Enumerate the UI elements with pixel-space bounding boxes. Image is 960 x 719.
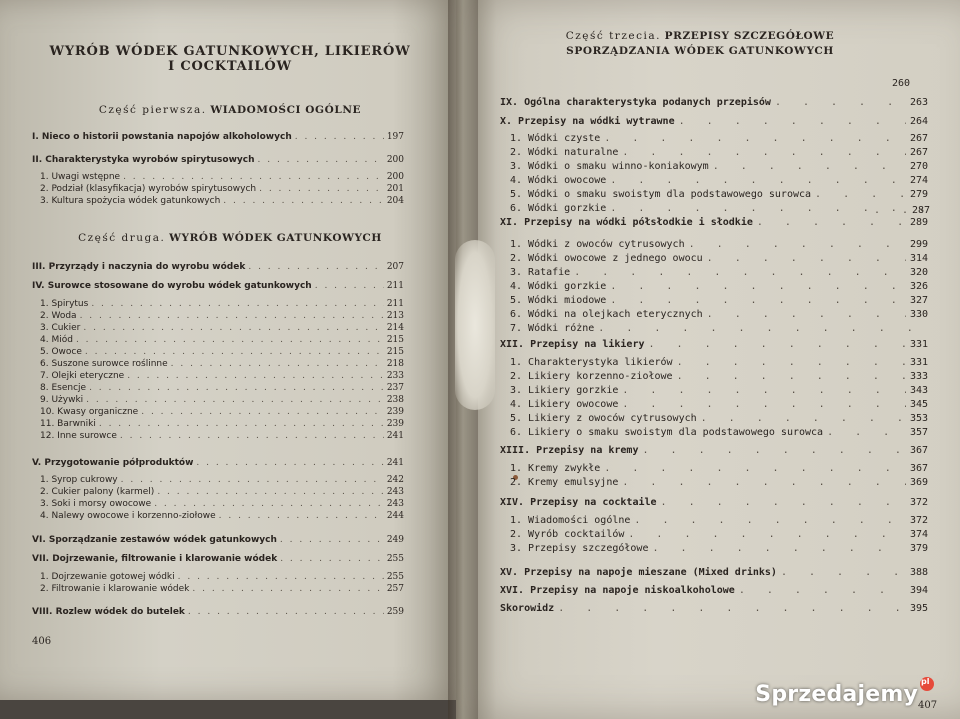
toc-leader-dots bbox=[121, 474, 384, 486]
toc-leader-dots bbox=[610, 174, 906, 187]
toc-entry-page: 239 bbox=[386, 419, 404, 429]
toc-entry-page: 357 bbox=[909, 427, 928, 438]
toc-entry-label: 5. Wódki miodowe bbox=[510, 295, 607, 306]
toc-entry-page: 200 bbox=[386, 172, 404, 182]
left-page-number: 406 bbox=[32, 636, 52, 647]
toc-leader-dots bbox=[141, 406, 384, 418]
toc-entry-label: 5. Wódki o smaku swoistym dla podstawowego surowca bbox=[510, 189, 812, 200]
watermark-badge bbox=[920, 677, 934, 691]
left-toc-entry bbox=[40, 334, 404, 346]
toc-entry-label: 3. Kultura spożycia wódek gatunkowych bbox=[40, 196, 221, 206]
toc-entry-page: 243 bbox=[386, 499, 404, 509]
right-toc-entry bbox=[500, 566, 928, 579]
toc-leader-dots bbox=[219, 510, 384, 522]
left-toc-entry bbox=[32, 280, 404, 292]
toc-entry-label: 1. Wódki czyste bbox=[510, 133, 601, 144]
toc-entry-label: 5. Owoce bbox=[40, 347, 82, 357]
toc-entry-page: 213 bbox=[386, 311, 404, 321]
left-toc-entry bbox=[40, 382, 404, 394]
right-toc-entry bbox=[510, 308, 928, 321]
toc-entry-page: 267 bbox=[909, 147, 928, 158]
left-toc-entry bbox=[32, 154, 404, 166]
left-toc-entry bbox=[40, 183, 404, 195]
left-toc-entry bbox=[40, 310, 404, 322]
toc-entry-label: 4. Wódki gorzkie bbox=[510, 281, 607, 292]
left-toc-entry bbox=[40, 322, 404, 334]
toc-entry-label: 2. Filtrowanie i klarowanie wódek bbox=[40, 584, 190, 594]
toc-leader-dots bbox=[622, 476, 906, 489]
toc-entry-page: 237 bbox=[386, 383, 404, 393]
toc-entry-label: 1. Syrop cukrowy bbox=[40, 475, 118, 485]
toc-entry-label: Skorowidz bbox=[500, 603, 555, 614]
toc-leader-dots bbox=[827, 426, 906, 439]
toc-entry-label: 4. Wódki owocowe bbox=[510, 175, 607, 186]
left-toc-entry bbox=[40, 346, 404, 358]
toc-entry-label: 1. Spirytus bbox=[40, 299, 89, 309]
right-toc-entry bbox=[500, 584, 928, 597]
toc-leader-dots bbox=[89, 382, 384, 394]
toc-entry-label: VIII. Rozlew wódek do butelek bbox=[32, 607, 185, 617]
toc-entry-label: 1. Wódki z owoców cytrusowych bbox=[510, 239, 685, 250]
left-toc-entry bbox=[40, 406, 404, 418]
toc-entry-label: VI. Sporządzanie zestawów wódek gatunkowych bbox=[32, 535, 277, 545]
toc-leader-dots bbox=[713, 160, 906, 173]
toc-entry-page: 238 bbox=[386, 395, 404, 405]
toc-leader-dots bbox=[598, 322, 924, 335]
watermark-logo: Sprzedajemy bbox=[755, 682, 918, 707]
left-toc-entry bbox=[40, 394, 404, 406]
toc-entry-label: 2. Kremy emulsyjne bbox=[510, 477, 619, 488]
toc-leader-dots bbox=[701, 412, 906, 425]
toc-entry-label: 2. Likiery korzenno-ziołowe bbox=[510, 371, 673, 382]
toc-entry-page: 388 bbox=[909, 567, 928, 578]
toc-entry-label: 6. Wódki na olejkach eterycznych bbox=[510, 309, 703, 320]
toc-leader-dots bbox=[86, 394, 384, 406]
toc-leader-dots bbox=[642, 444, 905, 457]
toc-leader-dots bbox=[689, 238, 906, 251]
right-toc-entry bbox=[510, 146, 928, 159]
toc-entry-label: V. Przygotowanie półproduktów bbox=[32, 458, 194, 468]
toc-leader-dots bbox=[661, 496, 906, 509]
right-toc-entry bbox=[510, 322, 928, 335]
toc-entry-page: 333 bbox=[909, 371, 928, 382]
toc-leader-dots bbox=[315, 280, 384, 292]
toc-leader-dots bbox=[574, 266, 906, 279]
book-title bbox=[40, 44, 420, 74]
toc-entry-label: 1. Charakterystyka likierów bbox=[510, 357, 673, 368]
toc-leader-dots bbox=[649, 338, 906, 351]
toc-entry-page: 211 bbox=[386, 281, 404, 291]
toc-entry-page: 207 bbox=[386, 262, 404, 272]
part1-title: WIADOMOŚCI OGÓLNE bbox=[210, 104, 362, 116]
toc-leader-dots bbox=[775, 96, 906, 109]
toc-entry-label: XII. Przepisy na likiery bbox=[500, 339, 645, 350]
toc-leader-dots bbox=[622, 398, 906, 411]
toc-entry-label: 3. Cukier bbox=[40, 323, 81, 333]
toc-entry-page: 267 bbox=[909, 133, 928, 144]
toc-entry-label: 4. Nalewy owocowe i korzenno-ziołowe bbox=[40, 511, 216, 521]
left-toc-entry bbox=[32, 534, 404, 546]
right-toc-entry bbox=[510, 160, 928, 173]
toc-leader-dots bbox=[622, 384, 906, 397]
toc-entry-label: 2. Wyrób cocktailów bbox=[510, 529, 625, 540]
toc-leader-dots bbox=[677, 356, 906, 369]
book-title-line2: I COCKTAILÓW bbox=[168, 59, 292, 74]
toc-entry-label: VII. Dojrzewanie, filtrowanie i klarowanie wódek bbox=[32, 554, 278, 564]
toc-leader-dots bbox=[171, 358, 384, 370]
toc-entry-page: 331 bbox=[909, 357, 928, 368]
toc-entry-page: 320 bbox=[909, 267, 928, 278]
left-toc-entry bbox=[40, 571, 404, 583]
toc-entry-page: 374 bbox=[909, 529, 928, 540]
toc-entry-page: 345 bbox=[909, 399, 928, 410]
toc-leader-dots bbox=[604, 462, 906, 475]
toc-entry-page: 204 bbox=[386, 196, 404, 206]
left-toc-entry bbox=[32, 553, 404, 565]
toc-leader-dots bbox=[677, 370, 906, 383]
toc-entry-label: 1. Dojrzewanie gotowej wódki bbox=[40, 572, 175, 582]
toc-entry-page: 255 bbox=[386, 572, 404, 582]
toc-leader-dots bbox=[679, 115, 906, 128]
toc-entry-page: 239 bbox=[386, 407, 404, 417]
part1-lead: Część pierwsza. bbox=[98, 104, 207, 116]
toc-entry-page: 330 bbox=[909, 309, 928, 320]
right-toc-entry bbox=[510, 280, 928, 293]
toc-leader-dots bbox=[188, 606, 384, 618]
toc-entry-page: 244 bbox=[386, 511, 404, 521]
toc-entry-page: 257 bbox=[386, 584, 404, 594]
toc-entry-label: XIV. Przepisy na cocktaile bbox=[500, 497, 657, 508]
left-toc-entry bbox=[40, 370, 404, 382]
toc-entry-label: 2. Wódki owocowe z jednego owocu bbox=[510, 253, 703, 264]
right-toc-entry bbox=[510, 188, 928, 201]
toc-entry-label: XI. Przepisy na wódki półsłodkie i słodkie bbox=[500, 217, 753, 228]
left-toc-entry bbox=[40, 171, 404, 183]
toc-leader-dots bbox=[196, 457, 383, 469]
left-toc-entry bbox=[40, 358, 404, 370]
right-toc-entry bbox=[510, 476, 928, 489]
right-toc-entry bbox=[510, 202, 928, 215]
part3-lead: Część trzecia. bbox=[565, 30, 661, 42]
toc-leader-dots bbox=[739, 584, 906, 597]
left-toc-entry bbox=[32, 261, 404, 273]
toc-leader-dots bbox=[757, 216, 906, 229]
toc-leader-dots bbox=[610, 280, 906, 293]
toc-entry-page: 367 bbox=[909, 445, 928, 456]
toc-entry-page: 211 bbox=[386, 299, 404, 309]
toc-leader-dots bbox=[280, 534, 384, 546]
toc-leader-dots bbox=[178, 571, 384, 583]
toc-entry-page: 249 bbox=[386, 535, 404, 545]
book-title-line1: WYRÓB WÓDEK GATUNKOWYCH, LIKIERÓW bbox=[49, 44, 411, 59]
right-toc-entry bbox=[510, 412, 928, 425]
part2-heading bbox=[40, 232, 420, 244]
left-toc-entry bbox=[32, 457, 404, 469]
toc-entry-label: IX. Ogólna charakterystyka podanych przepisów bbox=[500, 97, 771, 108]
toc-leader-dots bbox=[154, 498, 384, 510]
toc-entry-label: 3. Soki i morsy owocowe bbox=[40, 499, 152, 509]
right-toc-entry bbox=[510, 266, 928, 279]
toc-leader-dots bbox=[604, 132, 906, 145]
part3-heading bbox=[560, 30, 840, 42]
toc-leader-dots bbox=[127, 370, 384, 382]
toc-leader-dots bbox=[258, 154, 384, 166]
toc-entry-label: 2. Wódki naturalne bbox=[510, 147, 619, 158]
toc-entry-label: III. Przyrządy i naczynia do wyrobu wódek bbox=[32, 262, 246, 272]
toc-entry-page: 255 bbox=[386, 554, 404, 564]
toc-entry-label: IV. Surowce stosowane do wyrobu wódek gatunkowych bbox=[32, 281, 312, 291]
right-page-number: 407 bbox=[918, 700, 938, 711]
left-toc-entry bbox=[32, 131, 404, 143]
toc-entry-label: 4. Likiery owocowe bbox=[510, 399, 619, 410]
toc-entry-label: 9. Używki bbox=[40, 395, 84, 405]
toc-entry-label: 3. Ratafie bbox=[510, 267, 571, 278]
toc-entry-page: 372 bbox=[909, 497, 928, 508]
toc-entry-label: 5. Likiery z owoców cytrusowych bbox=[510, 413, 697, 424]
toc-entry-page: 314 bbox=[909, 253, 928, 264]
right-top-page: 260 bbox=[892, 78, 911, 89]
left-toc-entry bbox=[40, 298, 404, 310]
toc-entry-page: 241 bbox=[386, 458, 404, 468]
toc-entry-page: 279 bbox=[909, 189, 928, 200]
right-toc-entry bbox=[500, 96, 928, 109]
part3-title-1: PRZEPISY SZCZEGÓŁOWE bbox=[664, 30, 835, 42]
left-toc-entry bbox=[40, 510, 404, 522]
right-toc-entry bbox=[510, 174, 928, 187]
toc-entry-page: 264 bbox=[909, 116, 928, 127]
right-toc-entry bbox=[510, 384, 928, 397]
toc-entry-label: I. Nieco o historii powstania napojów alkoholowych bbox=[32, 132, 292, 142]
toc-entry-page: 197 bbox=[386, 132, 404, 142]
right-toc-entry bbox=[510, 356, 928, 369]
right-toc-entry bbox=[510, 238, 928, 251]
right-toc-entry bbox=[500, 444, 928, 457]
toc-entry-label: 1. Kremy zwykłe bbox=[510, 463, 601, 474]
toc-leader-dots bbox=[83, 322, 383, 334]
toc-entry-page: 353 bbox=[909, 413, 928, 424]
toc-leader-dots bbox=[558, 602, 906, 615]
toc-entry-label: 2. Woda bbox=[40, 311, 77, 321]
toc-leader-dots bbox=[248, 261, 383, 273]
toc-entry-label: 6. Likiery o smaku swoistym dla podstawowego surowca bbox=[510, 427, 824, 438]
toc-leader-dots bbox=[99, 418, 384, 430]
toc-leader-dots bbox=[610, 294, 906, 307]
paper-stain bbox=[455, 240, 495, 410]
toc-leader-dots bbox=[707, 308, 906, 321]
toc-leader-dots bbox=[634, 514, 906, 527]
toc-leader-dots bbox=[280, 553, 384, 565]
toc-entry-page: 259 bbox=[386, 607, 404, 617]
left-toc-entry bbox=[32, 606, 404, 618]
toc-entry-page: 287 bbox=[911, 205, 930, 216]
toc-entry-label: II. Charakterystyka wyrobów spirytusowych bbox=[32, 155, 255, 165]
toc-entry-page: 242 bbox=[386, 475, 404, 485]
toc-entry-label: 2. Podział (klasyfikacja) wyrobów spirytusowych bbox=[40, 184, 257, 194]
toc-leader-dots bbox=[85, 346, 384, 358]
right-toc-entry bbox=[510, 294, 928, 307]
toc-leader-dots bbox=[652, 542, 905, 555]
right-toc-entry bbox=[510, 462, 928, 475]
toc-entry-page: 200 bbox=[386, 155, 404, 165]
toc-entry-label: 3. Wódki o smaku winno-koniakowym bbox=[510, 161, 709, 172]
right-toc-entry bbox=[500, 338, 928, 351]
toc-leader-dots bbox=[815, 188, 906, 201]
toc-leader-dots bbox=[223, 195, 384, 207]
toc-entry-page: 326 bbox=[909, 281, 928, 292]
right-toc-entry bbox=[500, 115, 928, 128]
toc-entry-page: 369 bbox=[909, 477, 928, 488]
left-toc-entry bbox=[40, 498, 404, 510]
right-toc-entry bbox=[510, 514, 928, 527]
toc-entry-page: 379 bbox=[909, 543, 928, 554]
toc-entry-page: 343 bbox=[909, 385, 928, 396]
right-toc-entry bbox=[510, 528, 928, 541]
toc-entry-label: 7. Olejki eteryczne bbox=[40, 371, 125, 381]
toc-entry-page: 241 bbox=[386, 431, 404, 441]
toc-entry-page: 263 bbox=[909, 97, 928, 108]
toc-leader-dots bbox=[622, 146, 906, 159]
toc-entry-page: 214 bbox=[386, 323, 404, 333]
right-toc-entry bbox=[510, 398, 928, 411]
toc-entry-page: 299 bbox=[909, 239, 928, 250]
part2-lead: Część druga. bbox=[78, 232, 166, 244]
part2-title: WYRÓB WÓDEK GATUNKOWYCH bbox=[169, 232, 382, 244]
toc-leader-dots bbox=[707, 252, 906, 265]
part3-title-2: SPORZĄDZANIA WÓDEK GATUNKOWYCH bbox=[566, 45, 834, 57]
part1-heading bbox=[40, 104, 420, 116]
toc-entry-page: 331 bbox=[909, 339, 928, 350]
toc-entry-label: 7. Wódki różne bbox=[510, 323, 595, 334]
left-toc-entry bbox=[40, 195, 404, 207]
toc-entry-label: X. Przepisy na wódki wytrawne bbox=[500, 116, 675, 127]
toc-entry-page: 289 bbox=[909, 217, 928, 228]
toc-leader-dots bbox=[157, 486, 384, 498]
toc-leader-dots bbox=[259, 183, 384, 195]
toc-entry-label: 11. Barwniki bbox=[40, 419, 96, 429]
toc-entry-label: 12. Inne surowce bbox=[40, 431, 117, 441]
toc-leader-dots bbox=[628, 528, 906, 541]
toc-leader-dots bbox=[123, 171, 384, 183]
toc-entry-page: 367 bbox=[909, 463, 928, 474]
toc-entry-label: 3. Likiery gorzkie bbox=[510, 385, 619, 396]
toc-entry-label: 1. Uwagi wstępne bbox=[40, 172, 121, 182]
right-toc-entry bbox=[510, 426, 928, 439]
toc-entry-label: XV. Przepisy na napoje mieszane (Mixed drinks) bbox=[500, 567, 777, 578]
toc-entry-label: XVI. Przepisy na napoje niskoalkoholowe bbox=[500, 585, 735, 596]
toc-entry-page: 274 bbox=[909, 175, 928, 186]
toc-entry-page: 372 bbox=[909, 515, 928, 526]
toc-leader-dots bbox=[120, 430, 384, 442]
toc-leader-dots bbox=[295, 131, 384, 143]
toc-entry-page: 201 bbox=[386, 184, 404, 194]
toc-entry-label: 4. Miód bbox=[40, 335, 73, 345]
toc-leader-dots bbox=[91, 298, 383, 310]
toc-entry-page: 327 bbox=[909, 295, 928, 306]
right-toc-entry bbox=[510, 370, 928, 383]
toc-entry-label: XIII. Przepisy na kremy bbox=[500, 445, 639, 456]
toc-entry-page: 233 bbox=[386, 371, 404, 381]
right-toc-entry bbox=[500, 602, 928, 615]
toc-entry-label: 6. Wódki gorzkie bbox=[510, 203, 607, 214]
toc-entry-page: 270 bbox=[909, 161, 928, 172]
toc-leader-dots bbox=[781, 566, 906, 579]
toc-entry-page: 218 bbox=[386, 359, 404, 369]
right-toc-entry bbox=[510, 542, 928, 555]
toc-entry-label: 2. Cukier palony (karmel) bbox=[40, 487, 155, 497]
toc-entry-page: 215 bbox=[386, 347, 404, 357]
toc-leader-dots bbox=[80, 310, 384, 322]
right-toc-entry bbox=[510, 252, 928, 265]
right-toc-entry bbox=[500, 216, 928, 229]
left-toc-entry bbox=[40, 474, 404, 486]
left-toc-entry bbox=[40, 486, 404, 498]
toc-entry-page: 243 bbox=[386, 487, 404, 497]
left-toc-entry bbox=[40, 418, 404, 430]
toc-entry-page: 395 bbox=[909, 603, 928, 614]
left-toc-entry bbox=[40, 583, 404, 595]
toc-leader-dots bbox=[192, 583, 383, 595]
right-toc-entry bbox=[510, 132, 928, 145]
toc-leader-dots bbox=[76, 334, 384, 346]
toc-entry-page: 394 bbox=[909, 585, 928, 596]
toc-entry-label: 1. Wiadomości ogólne bbox=[510, 515, 631, 526]
left-toc-entry bbox=[40, 430, 404, 442]
toc-entry-label: 6. Suszone surowce roślinne bbox=[40, 359, 168, 369]
toc-entry-label: 10. Kwasy organiczne bbox=[40, 407, 139, 417]
toc-entry-page: 215 bbox=[386, 335, 404, 345]
toc-entry-label: 8. Esencje bbox=[40, 383, 87, 393]
right-toc-entry bbox=[500, 496, 928, 509]
toc-entry-label: 3. Przepisy szczegółowe bbox=[510, 543, 649, 554]
part3-heading-2 bbox=[560, 45, 840, 57]
